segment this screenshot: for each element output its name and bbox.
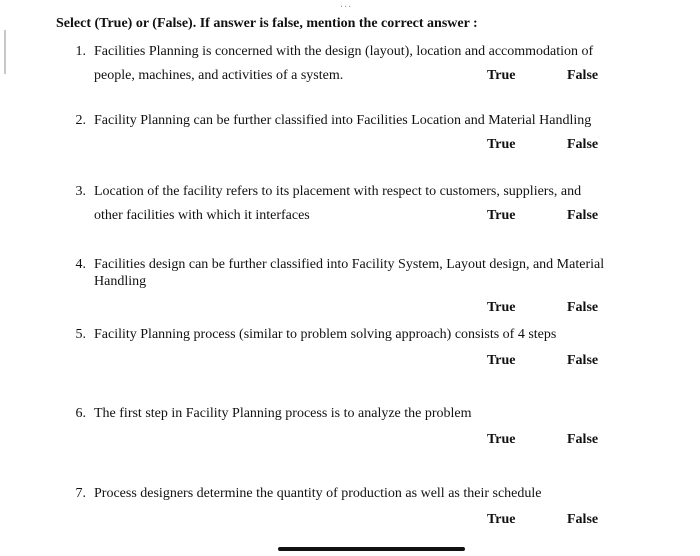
instruction-heading: Select (True) or (False). If answer is false, mention the correct answer : bbox=[56, 16, 478, 31]
question-text-line: Facility Planning process (similar to problem solving approach) consists of 4 steps bbox=[94, 327, 557, 342]
true-option[interactable]: True bbox=[487, 68, 516, 83]
false-option[interactable]: False bbox=[567, 68, 599, 83]
question-number: 6. bbox=[75, 406, 86, 421]
left-edge-rule bbox=[4, 30, 6, 74]
question-text-line: other facilities with which it interfaces bbox=[94, 208, 310, 223]
true-option[interactable]: True bbox=[487, 432, 516, 447]
question-number: 7. bbox=[75, 486, 86, 501]
question-number: 5. bbox=[75, 327, 86, 342]
question-number: 2. bbox=[75, 113, 86, 128]
false-option[interactable]: False bbox=[567, 512, 599, 527]
question-text-line: people, machines, and activities of a system. bbox=[94, 68, 344, 83]
false-option[interactable]: False bbox=[567, 137, 599, 152]
more-options-icon[interactable]: ... bbox=[340, 0, 353, 10]
true-option[interactable]: True bbox=[487, 512, 516, 527]
true-option[interactable]: True bbox=[487, 208, 516, 223]
false-option[interactable]: False bbox=[567, 300, 599, 315]
question-number: 4. bbox=[75, 257, 86, 272]
question-number: 1. bbox=[75, 44, 86, 59]
question-text-line: Process designers determine the quantity of production as well as their schedule bbox=[94, 486, 542, 501]
false-option[interactable]: False bbox=[567, 208, 599, 223]
true-option[interactable]: True bbox=[487, 353, 516, 368]
question-text-line: The first step in Facility Planning process is to analyze the problem bbox=[94, 406, 472, 421]
question-text-line: Facilities design can be further classified into Facility System, Layout design, and Material bbox=[94, 257, 605, 272]
false-option[interactable]: False bbox=[567, 353, 599, 368]
home-indicator[interactable] bbox=[278, 547, 465, 551]
true-option[interactable]: True bbox=[487, 137, 516, 152]
question-text-line: Handling bbox=[94, 274, 147, 289]
question-text-line: Facility Planning can be further classified into Facilities Location and Material Handling bbox=[94, 113, 592, 128]
true-option[interactable]: True bbox=[487, 300, 516, 315]
question-number: 3. bbox=[75, 184, 86, 199]
question-text-line: Facilities Planning is concerned with the design (layout), location and accommodation of bbox=[94, 44, 594, 59]
false-option[interactable]: False bbox=[567, 432, 599, 447]
question-text-line: Location of the facility refers to its placement with respect to customers, suppliers, and bbox=[94, 184, 582, 199]
